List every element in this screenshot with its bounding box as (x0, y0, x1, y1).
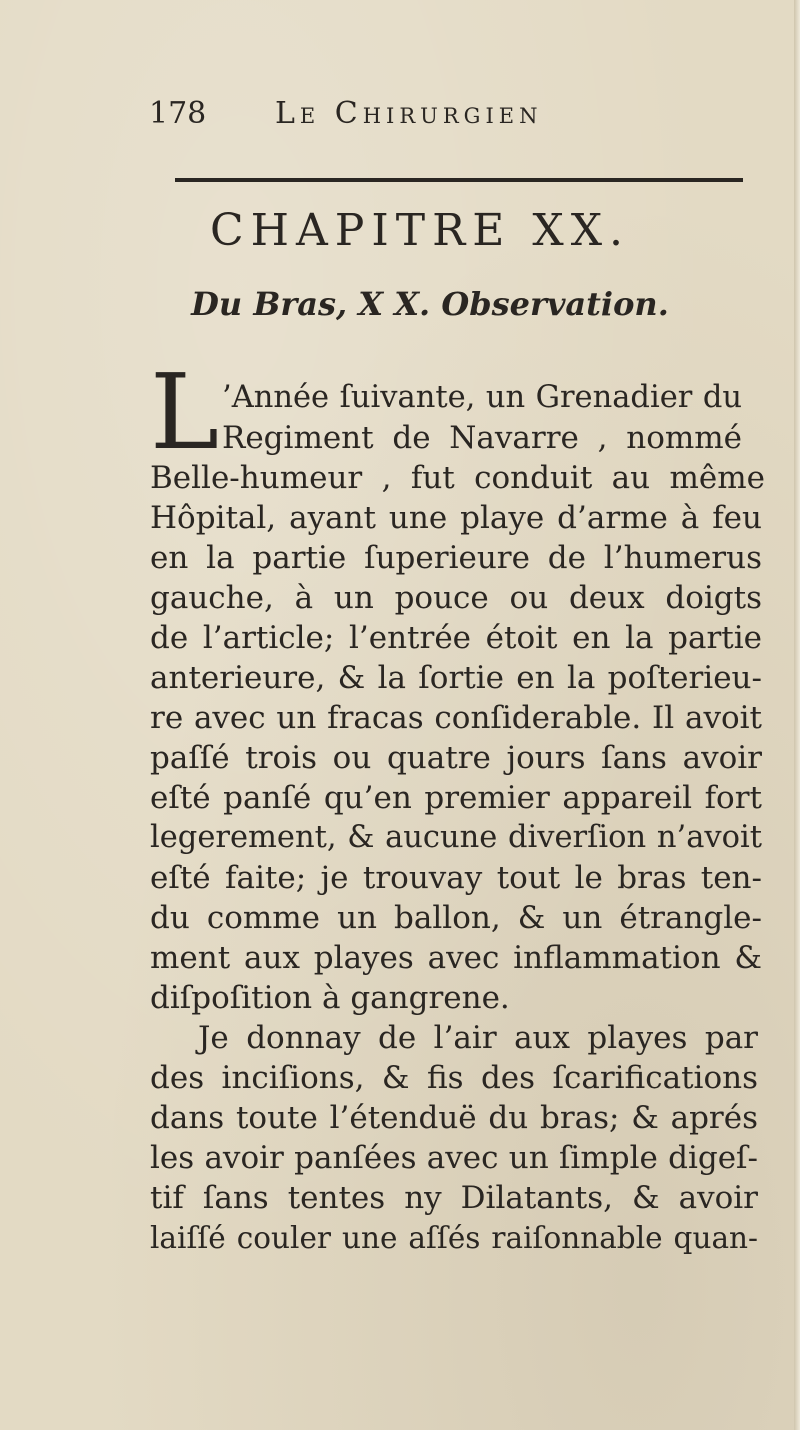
chapter-title: CHAPITRE XX. (209, 205, 630, 256)
text-line: des inciſions, & fis des ſcarifications (150, 1060, 758, 1096)
text-line: tif ſans tentes ny Dilatants, & avoir (150, 1180, 758, 1216)
text-line: dans toute l’étenduë du bras; & aprés (150, 1100, 758, 1136)
running-head (145, 92, 745, 142)
text-line: paſſé trois ou quatre jours ſans avoir (150, 740, 762, 776)
chapter-subtitle: Du Bras, X X. Observation. (191, 285, 669, 323)
text-line: de l’article; l’entrée étoit en la partie (150, 620, 762, 656)
text-line: Belle-humeur , fut conduit au même (150, 460, 765, 496)
text-line: eſté panſé qu’en premier appareil fort (150, 780, 762, 816)
text-line: laiſſé couler une aſſés raiſonnable quan- (150, 1221, 758, 1255)
text-line: ’Année ſuivante, un Grenadier du (222, 380, 742, 415)
page-number: 178 (149, 96, 207, 131)
text-line: du comme un ballon, & un étrangle- (150, 900, 762, 936)
text-line: diſpoſition à gangrene. (150, 980, 510, 1016)
text-line: legerement, & aucune diverſion n’avoit (150, 820, 762, 855)
text-line: ment aux playes avec inflammation & (150, 940, 762, 976)
header-rule (175, 178, 743, 182)
text-line: Regiment de Navarre , nommé (222, 420, 742, 456)
text-line: Hôpital, ayant une playe d’arme à feu (150, 500, 762, 536)
text-line: Je donnay de l’air aux playes par (198, 1020, 758, 1056)
text-line: re avec un fracas conſiderable. Il avoit (150, 700, 762, 736)
text-line: eſté faite; je trouvay tout le bras ten- (150, 860, 762, 896)
text-line: gauche, à un pouce ou deux doigts (150, 580, 762, 616)
drop-cap: L (150, 351, 220, 473)
text-line: anterieure, & la ſortie en la poſterieu- (150, 660, 762, 696)
running-title: Le Chirurgien (275, 96, 543, 131)
text-line: en la partie ſuperieure de l’humerus (150, 540, 762, 576)
text-line: les avoir panſées avec un ſimple digeſ- (150, 1140, 758, 1176)
